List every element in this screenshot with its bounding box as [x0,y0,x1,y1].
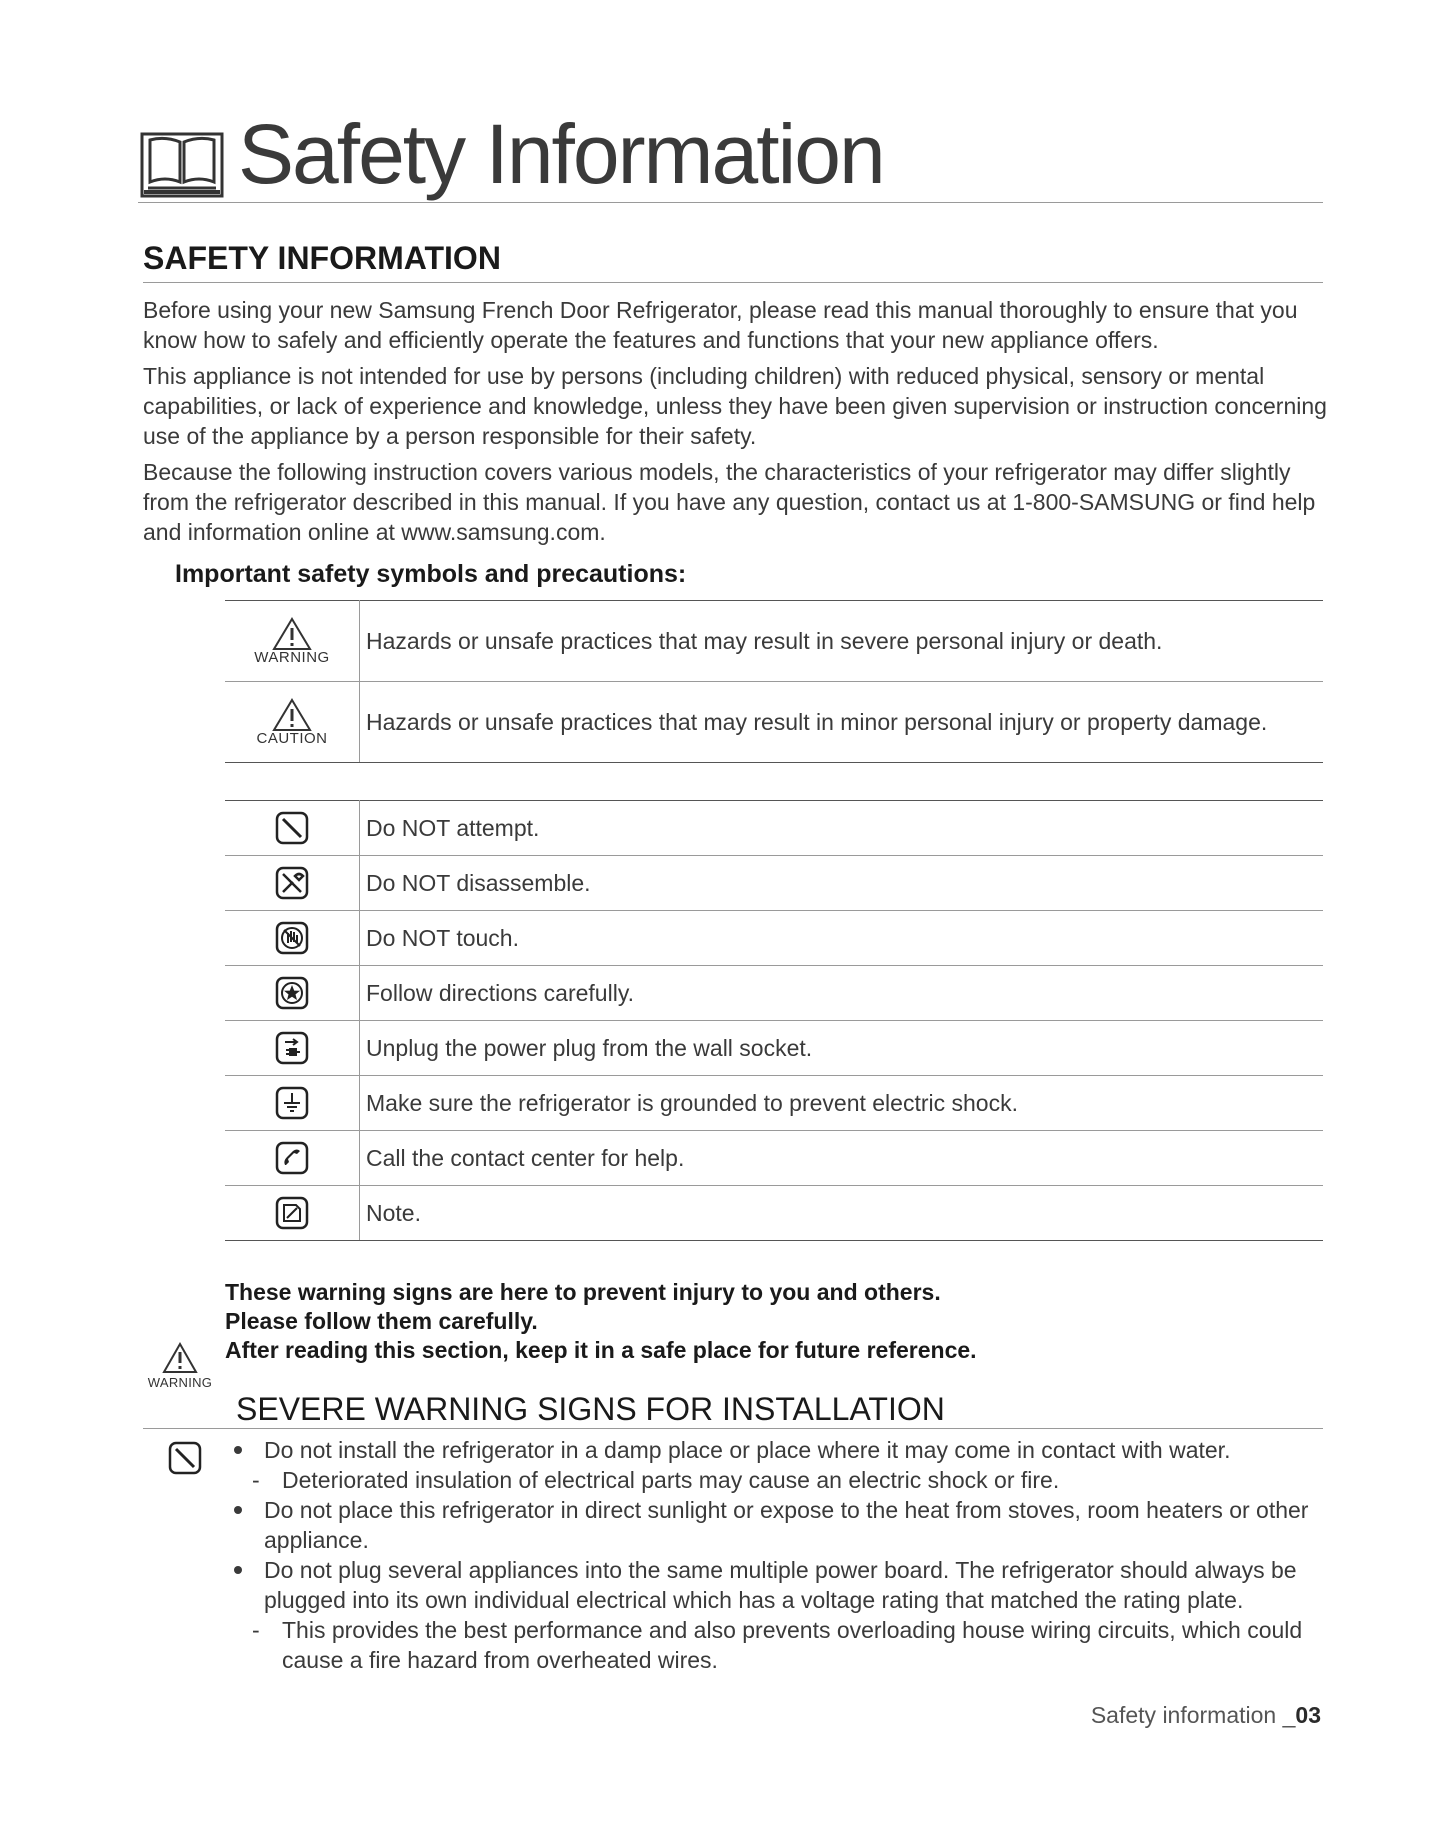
intro-paragraph: This appliance is not intended for use by persons (including children) with reduced physical, sensory or mental capabilities, or lack of experience and knowledge, unless they have been given supervision or instruction concerning use of the appliance by a person responsible for their safety. [143,363,1327,449]
follow-directions-icon [275,976,309,1010]
do-not-attempt-icon [168,1441,202,1475]
warning-triangle-icon [162,1342,198,1374]
list-item: Do not place this refrigerator in direct sunlight or expose to the heat from stoves, room heaters or other appliance. [230,1495,1330,1555]
caution-label: CAUTION [256,729,328,747]
warning-symbol-cell [225,601,360,682]
section-divider [143,1428,1323,1429]
section-title: SAFETY INFORMATION [143,242,1323,283]
severe-warning-title: SEVERE WARNING SIGNS FOR INSTALLATION [236,1391,945,1427]
symbols-title: Important safety symbols and precautions: [175,560,687,588]
symbol-description: Do NOT attempt. [360,801,1324,856]
do-not-touch-icon [275,921,309,955]
intro-paragraph: Because the following instruction covers various models, the characteristics of your refrigerator may differ slightly from the refrigerator described in this manual. If you have any question, contact us at 1-800-SAMSUNG or find help and information online at www.samsung.com. [143,459,1316,545]
table-row [225,1076,1323,1131]
bullet-icon [234,1506,242,1514]
table-row [225,1021,1323,1076]
table-row [225,911,1323,966]
reminder-line: After reading this section, keep it in a safe place for future reference. [225,1337,977,1363]
severe-warning-badge [118,1342,242,1390]
reminder-line: These warning signs are here to prevent injury to you and others. [225,1279,941,1305]
list-item: Do not install the refrigerator in a damp place or place where it may come in contact with water. [230,1435,1330,1465]
chapter-header [138,107,1323,203]
warning-badge-label: WARNING [147,1375,213,1390]
symbol-description: Do NOT touch. [360,911,1324,966]
warning-triangle-icon [272,617,312,651]
symbol-table [225,800,1323,1241]
page-number: 03 [1295,1702,1321,1728]
symbol-description: Follow directions carefully. [360,966,1324,1021]
symbol-description: Unplug the power plug from the wall socket. [360,1021,1324,1076]
table-row [225,601,1323,682]
list-item: Do not plug several appliances into the same multiple power board. The refrigerator should always be plugged into its own individual electrical which has a voltage rating that matched the rating plate. [230,1555,1330,1615]
symbol-description: Note. [360,1186,1324,1241]
do-not-disassemble-icon [275,866,309,900]
warning-reminder [225,1278,977,1365]
hazard-level-table [225,600,1323,763]
table-row [225,801,1323,856]
warning-triangle-icon [272,698,312,732]
dash-icon: - [252,1617,260,1643]
symbol-description: Do NOT disassemble. [360,856,1324,911]
table-row [225,1186,1323,1241]
note-icon [275,1196,309,1230]
do-not-attempt-icon [275,811,309,845]
caution-symbol-cell [225,682,360,763]
table-row [225,856,1323,911]
phone-icon [275,1141,309,1175]
unplug-icon [275,1031,309,1065]
caution-description: Hazards or unsafe practices that may result in minor personal injury or property damage. [360,682,1324,763]
intro-text [143,295,1333,553]
severe-warning-list [230,1435,1330,1675]
sub-list-item: - Deteriorated insulation of electrical parts may cause an electric shock or fire. [252,1467,1060,1493]
bullet-icon [234,1566,242,1574]
book-icon [140,132,224,198]
table-row [225,682,1323,763]
symbol-description: Make sure the refrigerator is grounded to prevent electric shock. [360,1076,1324,1131]
page-footer [1091,1702,1321,1729]
table-row [225,1131,1323,1186]
table-row [225,966,1323,1021]
symbol-description: Call the contact center for help. [360,1131,1324,1186]
ground-icon [275,1086,309,1120]
footer-label: Safety information _ [1090,1702,1296,1728]
warning-label: WARNING [254,648,330,666]
intro-paragraph: Before using your new Samsung French Door Refrigerator, please read this manual thoroughly to ensure that you know how to safely and efficiently operate the features and functions that your new appliance offers. [143,297,1298,353]
chapter-title: Safety Information [238,107,884,201]
bullet-icon [234,1446,242,1454]
dash-icon: - [252,1467,260,1493]
reminder-line: Please follow them carefully. [225,1308,538,1334]
sub-list-item: - This provides the best performance and also prevents overloading house wiring circuits, which could cause a fire hazard from overheated wires. [252,1617,1303,1673]
warning-description: Hazards or unsafe practices that may result in severe personal injury or death. [360,601,1324,682]
